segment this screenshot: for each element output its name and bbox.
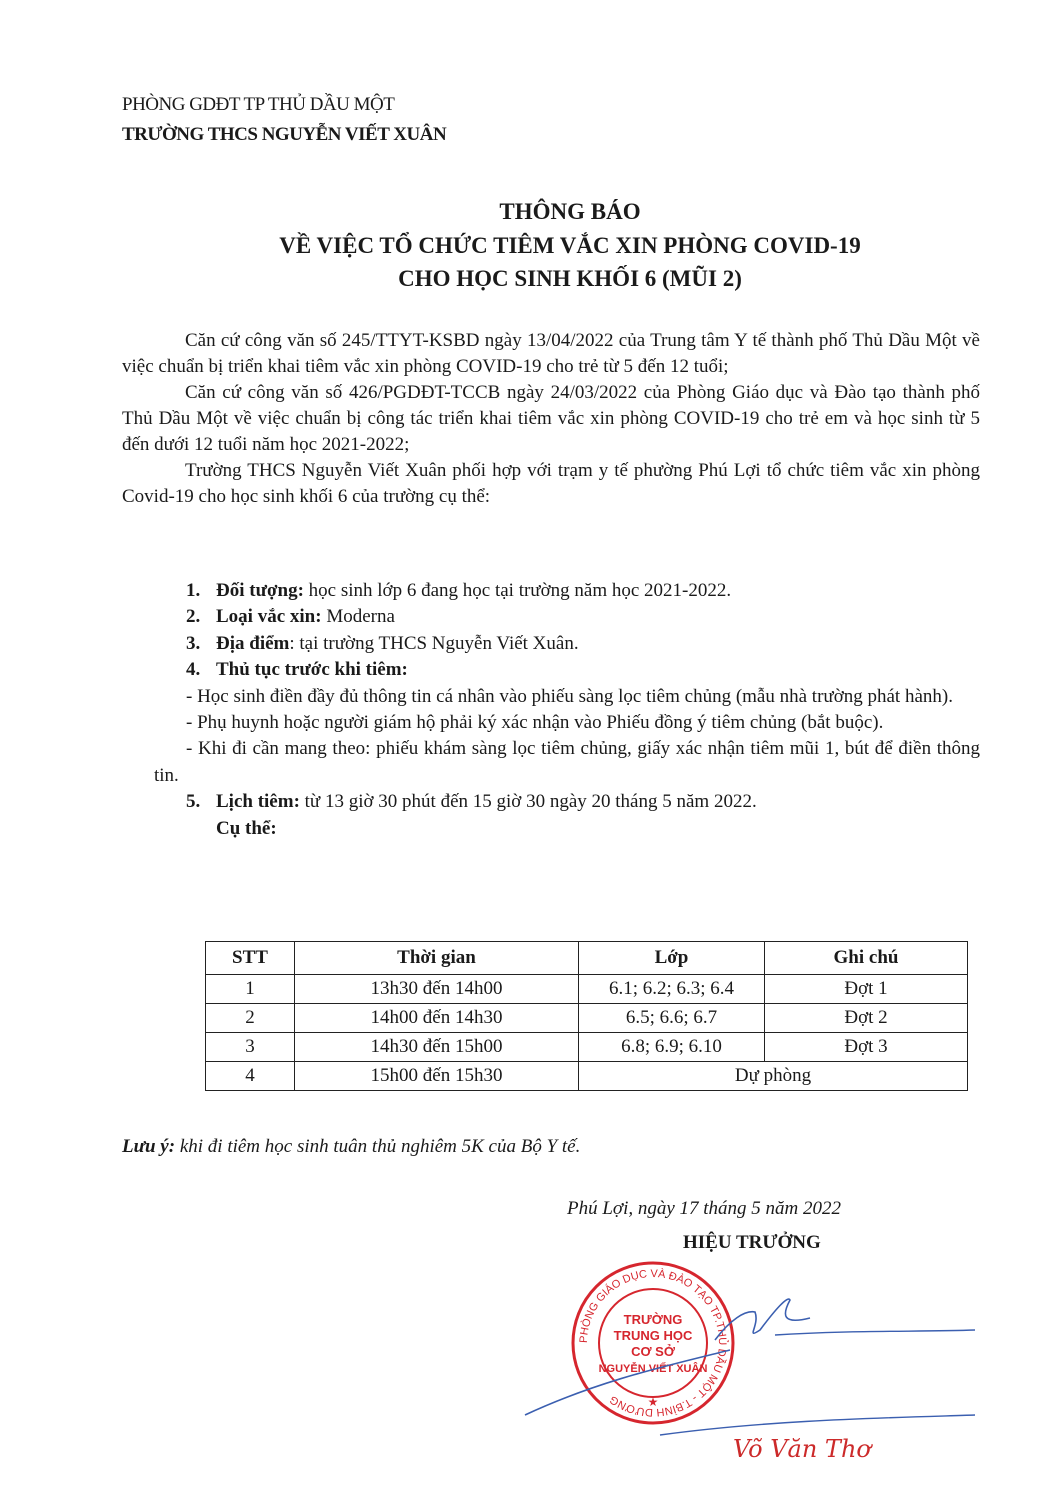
paragraph-3: Trường THCS Nguyễn Viết Xuân phối hợp với trạm y tế phường Phú Lợi tổ chức tiêm vắc xin phòng Covid-19 cho học sinh khối 6 của trường cụ thể: [122, 460, 980, 507]
cell-time: 14h30 đến 15h00 [295, 1033, 579, 1062]
list-item-vaccine [186, 604, 980, 630]
preamble [122, 328, 980, 510]
signature-icon [520, 1270, 980, 1440]
cell-note: Đợt 2 [765, 1004, 968, 1033]
signer-name: Võ Văn Thơ [733, 1435, 871, 1463]
procedure-step-2: - Phụ huynh hoặc người giám hộ phải ký xác nhận vào Phiếu đồng ý tiêm chủng (bắt buộc). [186, 712, 884, 734]
svg-text:★: ★ [647, 1395, 659, 1409]
item-label: Địa điểm [216, 632, 290, 654]
table-header-row [206, 942, 968, 975]
cell-time: 13h30 đến 14h00 [295, 975, 579, 1004]
col-header-note: Ghi chú [765, 942, 968, 975]
item-number: 4. [186, 659, 201, 681]
signer-role: HIỆU TRƯỞNG [683, 1232, 821, 1253]
item-text: : tại trường THCS Nguyễn Viết Xuân. [289, 632, 579, 654]
item-label: Đối tượng: [216, 580, 304, 601]
doc-subtitle-1: VỀ VIỆC TỔ CHỨC TIÊM VẮC XIN PHÒNG COVID-19 [279, 233, 861, 258]
note-text: khi đi tiêm học sinh tuân thủ nghiêm 5K của Bộ Y tế. [175, 1136, 581, 1157]
cell-note: Đợt 1 [765, 975, 968, 1004]
org-line: PHÒNG GDĐT TP THỦ DẦU MỘT [122, 94, 395, 115]
col-header-time: Thời gian [295, 942, 579, 975]
list-item-location [186, 631, 980, 657]
cell-class: 6.8; 6.9; 6.10 [579, 1033, 765, 1062]
cell-time: 14h00 đến 14h30 [295, 1004, 579, 1033]
table-row [206, 1062, 968, 1091]
place-date: Phú Lợi, ngày 17 tháng 5 năm 2022 [567, 1198, 842, 1219]
school-line: TRƯỜNG THCS NGUYỄN VIẾT XUÂN [122, 124, 447, 145]
table-row [206, 1033, 968, 1062]
cell-stt: 3 [206, 1033, 295, 1062]
details-list [154, 578, 980, 842]
item-text: Moderna [321, 606, 395, 628]
list-item-procedure [154, 657, 980, 789]
item-number: 2. [186, 606, 201, 628]
procedure-step-1: - Học sinh điền đầy đủ thông tin cá nhân vào phiếu sàng lọc tiêm chủng (mẫu nhà trường phát hành). [186, 685, 953, 707]
paragraph-1: Căn cứ công văn số 245/TTYT-KSBD ngày 13/04/2022 của Trung tâm Y tế thành phố Thủ Dầu Một về việc chuẩn bị triển khai tiêm vắc xin phòng COVID-19 cho trẻ từ 5 đến 12 tuổi; [122, 330, 980, 377]
item-text: học sinh lớp 6 đang học tại trường năm học 2021-2022. [303, 580, 732, 601]
cell-stt: 4 [206, 1062, 295, 1091]
list-item-schedule [186, 789, 980, 815]
cell-class: 6.1; 6.2; 6.3; 6.4 [579, 975, 765, 1004]
item-number: 1. [186, 580, 201, 601]
col-header-class: Lớp [579, 942, 765, 975]
cell-class: 6.5; 6.6; 6.7 [579, 1004, 765, 1033]
cell-stt: 1 [206, 975, 295, 1004]
cell-reserve: Dự phòng [579, 1062, 968, 1091]
item-text: từ 13 giờ 30 phút đến 15 giờ 30 ngày 20 tháng 5 năm 2022. [299, 791, 757, 813]
schedule-detail-label: Cụ thể: [216, 817, 277, 839]
schedule-table [205, 941, 968, 1091]
stamp-line-4: NGUYỄN VIẾT XUÂN [598, 1363, 708, 1375]
item-number: 3. [186, 632, 201, 654]
cell-stt: 2 [206, 1004, 295, 1033]
doc-subtitle-2: CHO HỌC SINH KHỐI 6 (MŨI 2) [398, 266, 742, 291]
stamp-line-3: CƠ SỞ [631, 1344, 675, 1359]
cell-note: Đợt 3 [765, 1033, 968, 1062]
list-item-target [186, 578, 980, 604]
stamp-line-1: TRƯỜNG [623, 1312, 683, 1327]
doc-title: THÔNG BÁO [499, 199, 641, 224]
table-row [206, 975, 968, 1004]
paragraph-2: Căn cứ công văn số 426/PGDĐT-TCCB ngày 24/03/2022 của Phòng Giáo dục và Đào tạo thành phố Thủ Dầu Một về việc chuẩn bị công tác triển khai tiêm vắc xin phòng COVID-19 cho trẻ em và học sinh từ 5 đến dưới 12 tuổi năm học 2021-2022; [122, 382, 980, 455]
procedure-step-3: - Khi đi cần mang theo: phiếu khám sàng lọc tiêm chủng, giấy xác nhận tiêm mũi 1, bút để điền thông tin. [154, 738, 980, 786]
table-row [206, 1004, 968, 1033]
item-label: Thủ tục trước khi tiêm: [216, 659, 408, 681]
note [122, 1136, 580, 1158]
cell-time: 15h00 đến 15h30 [295, 1062, 579, 1091]
item-number: 5. [186, 791, 201, 813]
item-label: Lịch tiêm: [216, 791, 300, 813]
note-label: Lưu ý: [122, 1136, 176, 1157]
stamp-outer-text: PHÒNG GIÁO DỤC VÀ ĐÀO TẠO TP.THỦ DẦU MỘT - T.BÌNH DƯƠNG [577, 1267, 729, 1419]
item-label: Loại vắc xin: [216, 606, 322, 628]
col-header-stt: STT [206, 942, 295, 975]
stamp-line-2: TRUNG HỌC [613, 1328, 693, 1343]
